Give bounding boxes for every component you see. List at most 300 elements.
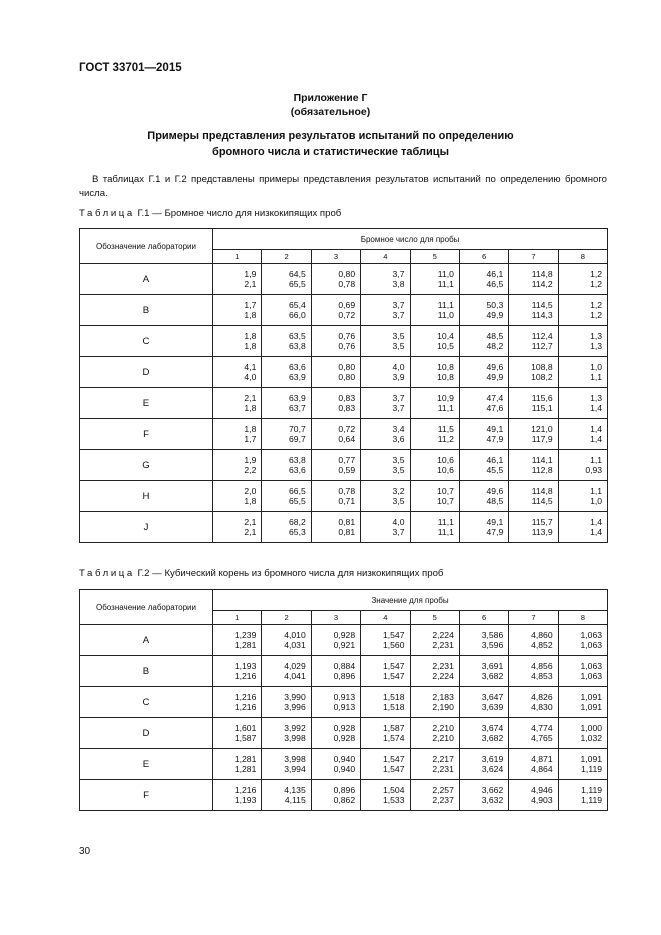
value-cell: 3,6	[361, 434, 410, 450]
intro-paragraph: В таблицах Г.1 и Г.2 представлены примеры представления результатов испытаний по определению бромного числа.	[79, 174, 607, 199]
lab-code-cell: H	[80, 481, 213, 512]
value-cell: 1,547	[361, 764, 410, 780]
value-cell: 2,1	[213, 388, 262, 404]
table-caption-text: Г.1 — Бромное число для низкокипящих проб	[134, 208, 342, 219]
value-cell: 50,3	[459, 295, 508, 311]
value-cell: 0,81	[311, 512, 360, 528]
value-cell: 0,940	[311, 764, 360, 780]
sample-column-header: 7	[509, 611, 558, 625]
table-row	[80, 419, 608, 435]
value-cell: 108,8	[509, 357, 558, 373]
value-cell: 4,115	[262, 795, 311, 811]
value-cell: 115,6	[509, 388, 558, 404]
value-cell: 48,2	[459, 341, 508, 357]
value-cell: 3,5	[361, 326, 410, 342]
table-caption-text: Г.2 — Кубический корень из бромного числа для низкокипящих проб	[134, 568, 444, 579]
value-cell: 3,674	[459, 718, 508, 734]
value-cell: 113,9	[509, 527, 558, 543]
value-cell: 3,4	[361, 419, 410, 435]
value-cell: 0,76	[311, 326, 360, 342]
table-row	[80, 357, 608, 373]
value-cell: 10,6	[410, 465, 459, 481]
value-cell: 66,5	[262, 481, 311, 497]
value-cell: 65,3	[262, 527, 311, 543]
value-cell: 0,76	[311, 341, 360, 357]
value-cell: 115,7	[509, 512, 558, 528]
table-row	[80, 450, 608, 466]
value-cell: 63,9	[262, 388, 311, 404]
value-cell: 3,990	[262, 687, 311, 703]
value-cell: 2,237	[410, 795, 459, 811]
value-cell: 1,547	[361, 656, 410, 672]
table-caption-label: Таблица	[79, 568, 135, 579]
sample-column-header: 3	[311, 250, 360, 264]
value-cell: 0,913	[311, 687, 360, 703]
value-cell: 1,560	[361, 640, 410, 656]
annex-heading	[0, 91, 661, 119]
sample-column-header: 2	[262, 250, 311, 264]
value-cell: 114,8	[509, 481, 558, 497]
value-cell: 1,281	[213, 764, 262, 780]
lab-code-cell: G	[80, 450, 213, 481]
value-cell: 2,224	[410, 671, 459, 687]
sample-column-header: 2	[262, 611, 311, 625]
table-caption-label: Таблица	[79, 208, 135, 219]
value-cell: 1,8	[213, 419, 262, 435]
value-cell: 0,83	[311, 403, 360, 419]
value-cell: 1,3	[558, 388, 607, 404]
value-cell: 11,1	[410, 527, 459, 543]
value-cell: 1,574	[361, 733, 410, 749]
value-cell: 112,8	[509, 465, 558, 481]
cube-root-table	[79, 589, 608, 811]
value-cell: 4,853	[509, 671, 558, 687]
value-cell: 46,5	[459, 279, 508, 295]
value-cell: 3,5	[361, 341, 410, 357]
value-cell: 0,896	[311, 780, 360, 796]
value-cell: 49,6	[459, 481, 508, 497]
value-cell: 1,8	[213, 310, 262, 326]
value-cell: 114,8	[509, 264, 558, 280]
value-cell: 3,7	[361, 403, 410, 419]
value-cell: 68,2	[262, 512, 311, 528]
value-cell: 4,860	[509, 625, 558, 641]
value-cell: 64,5	[262, 264, 311, 280]
value-cell: 4,041	[262, 671, 311, 687]
value-cell: 114,2	[509, 279, 558, 295]
lab-code-cell: D	[80, 357, 213, 388]
value-cell: 66,0	[262, 310, 311, 326]
value-cell: 4,864	[509, 764, 558, 780]
value-cell: 3,998	[262, 749, 311, 765]
value-cell: 0,928	[311, 733, 360, 749]
value-cell: 1,0	[558, 357, 607, 373]
value-cell: 49,9	[459, 372, 508, 388]
value-cell: 1,091	[558, 749, 607, 765]
value-cell: 1,091	[558, 702, 607, 718]
value-cell: 1,063	[558, 625, 607, 641]
value-cell: 2,210	[410, 718, 459, 734]
value-cell: 0,80	[311, 357, 360, 373]
value-cell: 3,639	[459, 702, 508, 718]
value-cell: 121,0	[509, 419, 558, 435]
sample-column-header: 1	[213, 611, 262, 625]
value-cell: 1,063	[558, 656, 607, 672]
value-cell: 47,6	[459, 403, 508, 419]
lab-code-cell: E	[80, 749, 213, 780]
value-cell: 2,231	[410, 764, 459, 780]
value-cell: 4,903	[509, 795, 558, 811]
value-cell: 4,852	[509, 640, 558, 656]
value-cell: 10,5	[410, 341, 459, 357]
value-cell: 46,1	[459, 264, 508, 280]
value-cell: 1,1	[558, 481, 607, 497]
value-cell: 3,5	[361, 450, 410, 466]
value-cell: 4,856	[509, 656, 558, 672]
value-cell: 3,662	[459, 780, 508, 796]
annex-title: Приложение Г	[293, 92, 368, 104]
value-cell: 1,601	[213, 718, 262, 734]
value-cell: 114,1	[509, 450, 558, 466]
page-number: 30	[79, 846, 91, 857]
lab-code-cell: A	[80, 625, 213, 656]
table-row	[80, 326, 608, 342]
value-cell: 114,3	[509, 310, 558, 326]
value-cell: 47,9	[459, 527, 508, 543]
value-cell: 1,3	[558, 341, 607, 357]
value-cell: 4,0	[361, 357, 410, 373]
value-cell: 11,1	[410, 295, 459, 311]
lab-code-cell: F	[80, 780, 213, 811]
value-cell: 4,765	[509, 733, 558, 749]
value-cell: 112,7	[509, 341, 558, 357]
value-cell: 4,946	[509, 780, 558, 796]
value-cell: 4,029	[262, 656, 311, 672]
value-cell: 3,619	[459, 749, 508, 765]
value-cell: 11,1	[410, 403, 459, 419]
value-cell: 0,928	[311, 625, 360, 641]
value-cell: 1,4	[558, 512, 607, 528]
value-cell: 10,9	[410, 388, 459, 404]
value-cell: 3,7	[361, 295, 410, 311]
value-cell: 47,9	[459, 434, 508, 450]
table-row	[80, 512, 608, 528]
value-cell: 3,632	[459, 795, 508, 811]
value-cell: 114,5	[509, 295, 558, 311]
value-cell: 45,5	[459, 465, 508, 481]
value-cell: 1,587	[213, 733, 262, 749]
value-cell: 49,1	[459, 419, 508, 435]
value-cell: 0,93	[558, 465, 607, 481]
table-row	[80, 625, 608, 641]
value-cell: 1,518	[361, 702, 410, 718]
sample-group-header: Значение для пробы	[213, 590, 608, 611]
value-cell: 1,119	[558, 764, 607, 780]
value-cell: 2,183	[410, 687, 459, 703]
value-cell: 49,1	[459, 512, 508, 528]
value-cell: 3,624	[459, 764, 508, 780]
value-cell: 0,78	[311, 279, 360, 295]
value-cell: 11,0	[410, 264, 459, 280]
value-cell: 1,9	[213, 264, 262, 280]
value-cell: 1,3	[558, 326, 607, 342]
value-cell: 1,2	[558, 295, 607, 311]
sample-column-header: 1	[213, 250, 262, 264]
value-cell: 1,2	[558, 264, 607, 280]
table-row	[80, 264, 608, 280]
value-cell: 10,6	[410, 450, 459, 466]
value-cell: 108,2	[509, 372, 558, 388]
value-cell: 1,8	[213, 403, 262, 419]
value-cell: 4,826	[509, 687, 558, 703]
value-cell: 3,7	[361, 264, 410, 280]
value-cell: 2,231	[410, 656, 459, 672]
value-cell: 3,996	[262, 702, 311, 718]
value-cell: 49,9	[459, 310, 508, 326]
lab-code-cell: F	[80, 419, 213, 450]
value-cell: 0,896	[311, 671, 360, 687]
value-cell: 1,216	[213, 702, 262, 718]
value-cell: 117,9	[509, 434, 558, 450]
value-cell: 1,2	[558, 310, 607, 326]
value-cell: 0,72	[311, 310, 360, 326]
value-cell: 1,1	[558, 372, 607, 388]
value-cell: 0,940	[311, 749, 360, 765]
value-cell: 10,7	[410, 496, 459, 512]
value-cell: 1,518	[361, 687, 410, 703]
value-cell: 3,9	[361, 372, 410, 388]
table-row	[80, 388, 608, 404]
value-cell: 1,063	[558, 671, 607, 687]
value-cell: 0,928	[311, 718, 360, 734]
table-row	[80, 718, 608, 734]
lab-code-cell: C	[80, 326, 213, 357]
value-cell: 70,7	[262, 419, 311, 435]
lab-column-header: Обозначение лаборатории	[80, 590, 213, 625]
value-cell: 4,830	[509, 702, 558, 718]
value-cell: 3,5	[361, 465, 410, 481]
value-cell: 1,4	[558, 434, 607, 450]
value-cell: 4,0	[213, 372, 262, 388]
value-cell: 11,1	[410, 512, 459, 528]
value-cell: 1,9	[213, 450, 262, 466]
value-cell: 1,7	[213, 434, 262, 450]
value-cell: 63,6	[262, 357, 311, 373]
value-cell: 46,1	[459, 450, 508, 466]
table-row	[80, 780, 608, 796]
value-cell: 3,7	[361, 527, 410, 543]
value-cell: 11,5	[410, 419, 459, 435]
value-cell: 4,871	[509, 749, 558, 765]
value-cell: 112,4	[509, 326, 558, 342]
lab-code-cell: C	[80, 687, 213, 718]
lab-column-header: Обозначение лаборатории	[80, 229, 213, 264]
bromine-number-table	[79, 228, 608, 543]
value-cell: 1,547	[361, 671, 410, 687]
value-cell: 115,1	[509, 403, 558, 419]
table-row	[80, 481, 608, 497]
document-code: ГОСТ 33701—2015	[79, 62, 182, 74]
value-cell: 3,7	[361, 310, 410, 326]
lab-code-cell: A	[80, 264, 213, 295]
value-cell: 4,1	[213, 357, 262, 373]
value-cell: 10,4	[410, 326, 459, 342]
value-cell: 0,80	[311, 372, 360, 388]
value-cell: 63,8	[262, 450, 311, 466]
value-cell: 4,135	[262, 780, 311, 796]
value-cell: 0,862	[311, 795, 360, 811]
sample-column-header: 6	[459, 250, 508, 264]
value-cell: 11,1	[410, 279, 459, 295]
annex-status: (обязательное)	[290, 106, 371, 118]
value-cell: 2,1	[213, 512, 262, 528]
sample-group-header: Бромное число для пробы	[213, 229, 608, 250]
value-cell: 1,4	[558, 403, 607, 419]
value-cell: 69,7	[262, 434, 311, 450]
value-cell: 3,586	[459, 625, 508, 641]
value-cell: 4,774	[509, 718, 558, 734]
value-cell: 1,000	[558, 718, 607, 734]
value-cell: 0,71	[311, 496, 360, 512]
value-cell: 48,5	[459, 326, 508, 342]
value-cell: 65,5	[262, 496, 311, 512]
value-cell: 3,994	[262, 764, 311, 780]
value-cell: 1,4	[558, 527, 607, 543]
sample-column-header: 8	[558, 250, 607, 264]
value-cell: 1,193	[213, 656, 262, 672]
value-cell: 1,281	[213, 749, 262, 765]
table-row	[80, 749, 608, 765]
value-cell: 1,1	[558, 450, 607, 466]
value-cell: 10,7	[410, 481, 459, 497]
table-caption	[79, 208, 341, 219]
value-cell: 0,64	[311, 434, 360, 450]
value-cell: 0,913	[311, 702, 360, 718]
value-cell: 10,8	[410, 357, 459, 373]
sample-column-header: 5	[410, 250, 459, 264]
value-cell: 1,281	[213, 640, 262, 656]
value-cell: 3,7	[361, 388, 410, 404]
sample-column-header: 8	[558, 611, 607, 625]
value-cell: 0,884	[311, 656, 360, 672]
value-cell: 65,5	[262, 279, 311, 295]
value-cell: 0,81	[311, 527, 360, 543]
value-cell: 2,217	[410, 749, 459, 765]
table-caption	[79, 568, 443, 579]
value-cell: 0,80	[311, 264, 360, 280]
value-cell: 10,8	[410, 372, 459, 388]
value-cell: 63,8	[262, 341, 311, 357]
value-cell: 3,682	[459, 671, 508, 687]
value-cell: 4,010	[262, 625, 311, 641]
value-cell: 63,5	[262, 326, 311, 342]
value-cell: 2,0	[213, 481, 262, 497]
value-cell: 3,682	[459, 733, 508, 749]
value-cell: 48,5	[459, 496, 508, 512]
sample-column-header: 4	[361, 250, 410, 264]
value-cell: 63,7	[262, 403, 311, 419]
sample-column-header: 4	[361, 611, 410, 625]
value-cell: 2,190	[410, 702, 459, 718]
value-cell: 3,691	[459, 656, 508, 672]
value-cell: 1,091	[558, 687, 607, 703]
value-cell: 3,998	[262, 733, 311, 749]
value-cell: 63,9	[262, 372, 311, 388]
value-cell: 2,231	[410, 640, 459, 656]
value-cell: 0,77	[311, 450, 360, 466]
value-cell: 1,4	[558, 419, 607, 435]
value-cell: 4,0	[361, 512, 410, 528]
value-cell: 1,8	[213, 496, 262, 512]
table-row	[80, 656, 608, 672]
value-cell: 1,216	[213, 780, 262, 796]
sample-column-header: 6	[459, 611, 508, 625]
value-cell: 1,533	[361, 795, 410, 811]
value-cell: 2,210	[410, 733, 459, 749]
section-title-line-2: бромного числа и статистические таблицы	[212, 146, 449, 158]
sample-column-header: 7	[509, 250, 558, 264]
section-heading	[0, 128, 661, 160]
value-cell: 2,1	[213, 527, 262, 543]
value-cell: 1,8	[213, 326, 262, 342]
value-cell: 1,216	[213, 687, 262, 703]
value-cell: 0,72	[311, 419, 360, 435]
value-cell: 1,063	[558, 640, 607, 656]
value-cell: 1,587	[361, 718, 410, 734]
lab-code-cell: J	[80, 512, 213, 543]
value-cell: 1,7	[213, 295, 262, 311]
value-cell: 1,504	[361, 780, 410, 796]
value-cell: 0,59	[311, 465, 360, 481]
value-cell: 1,547	[361, 625, 410, 641]
value-cell: 1,032	[558, 733, 607, 749]
value-cell: 3,992	[262, 718, 311, 734]
value-cell: 2,224	[410, 625, 459, 641]
value-cell: 3,2	[361, 481, 410, 497]
value-cell: 47,4	[459, 388, 508, 404]
sample-column-header: 3	[311, 611, 360, 625]
value-cell: 3,647	[459, 687, 508, 703]
lab-code-cell: E	[80, 388, 213, 419]
lab-code-cell: B	[80, 656, 213, 687]
value-cell: 0,69	[311, 295, 360, 311]
value-cell: 1,239	[213, 625, 262, 641]
value-cell: 1,119	[558, 780, 607, 796]
value-cell: 2,1	[213, 279, 262, 295]
value-cell: 4,031	[262, 640, 311, 656]
value-cell: 3,596	[459, 640, 508, 656]
sample-column-header: 5	[410, 611, 459, 625]
value-cell: 114,5	[509, 496, 558, 512]
value-cell: 3,8	[361, 279, 410, 295]
value-cell: 0,83	[311, 388, 360, 404]
value-cell: 1,547	[361, 749, 410, 765]
value-cell: 1,2	[558, 279, 607, 295]
value-cell: 1,0	[558, 496, 607, 512]
value-cell: 1,119	[558, 795, 607, 811]
value-cell: 0,78	[311, 481, 360, 497]
value-cell: 3,5	[361, 496, 410, 512]
value-cell: 2,257	[410, 780, 459, 796]
value-cell: 1,8	[213, 341, 262, 357]
value-cell: 63,6	[262, 465, 311, 481]
table-row	[80, 295, 608, 311]
section-title-line-1: Примеры представления результатов испытаний по определению	[147, 130, 514, 142]
value-cell: 65,4	[262, 295, 311, 311]
lab-code-cell: B	[80, 295, 213, 326]
value-cell: 1,193	[213, 795, 262, 811]
value-cell: 11,0	[410, 310, 459, 326]
